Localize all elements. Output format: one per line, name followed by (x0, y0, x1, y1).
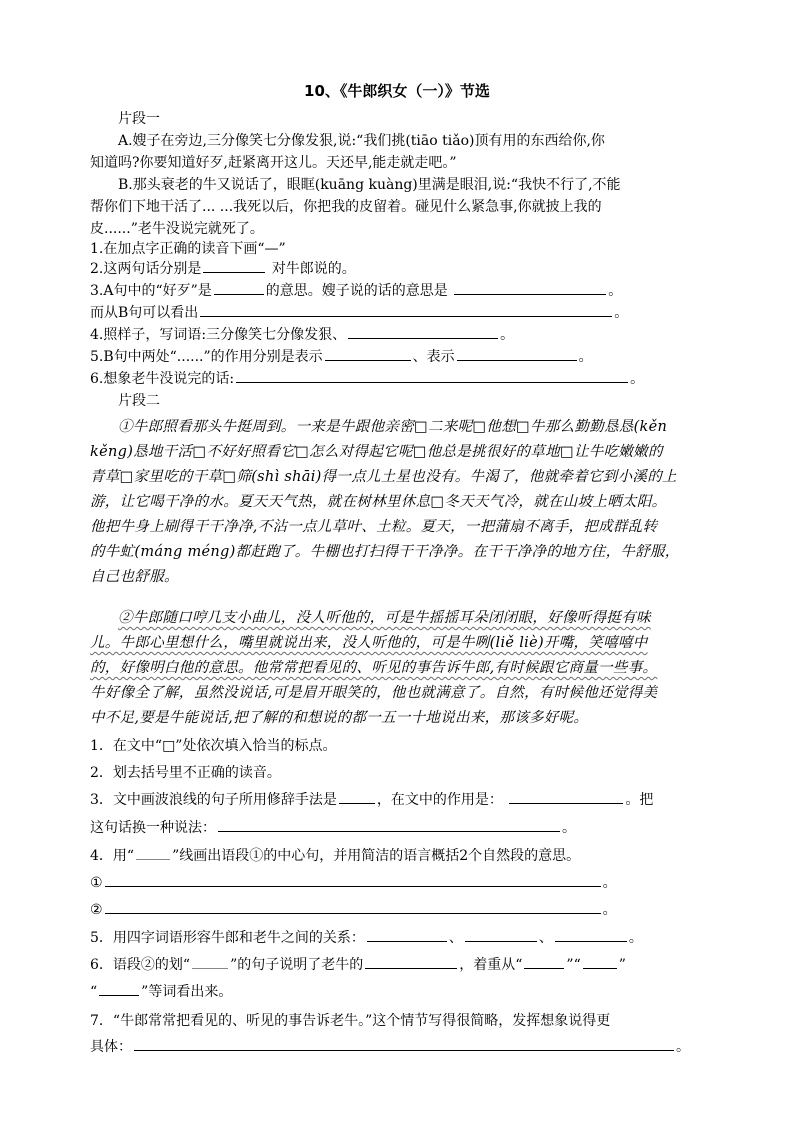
passage-line (90, 657, 657, 679)
answer-blank[interactable] (465, 927, 537, 942)
question-text: 、 (448, 930, 463, 946)
wavy-underlined-text: 的，好像明白他的意思。他常常把看见的、听见的事告诉牛郎,有时候跟它商量一些事。 (90, 660, 658, 676)
answer-blank[interactable] (218, 817, 560, 832)
answer-blank[interactable] (105, 872, 601, 887)
passage-line: kěng)恳地干活□不好好照看它□怎么对得起它呢□他总是挑很好的草地□让牛吃嫩嫩的 (90, 444, 663, 460)
answer-blank[interactable] (509, 789, 623, 804)
question-text: 5.B句中两处“......”的作用分别是表示 (90, 349, 323, 365)
answer-blank[interactable] (105, 899, 601, 914)
passage-line: 游，让它喝干净的水。夏天天气热，就在树林里休息□冬天天气冷，就在山坡上晒太阳。 (90, 494, 667, 510)
question-text: 3.A句中的“好歹”是 (90, 283, 212, 299)
question-1: 1.在加点字正确的读音下画“—” (90, 241, 286, 257)
question-text: 5．用四字词语形容牛郎和老牛之间的关系： (90, 930, 365, 946)
question-text: 具体： (90, 1039, 132, 1055)
question-text: 6．语段②的划“ (90, 957, 191, 973)
answer-blank[interactable] (134, 1036, 674, 1051)
question-text: 3．文中画波浪线的句子所用修辞手法是 (90, 792, 337, 808)
question-text: 。 (614, 305, 629, 321)
page-title: 10、《牛郎织女（一）》节选 (304, 82, 490, 100)
passage-line: 帮你们下地干活了... ...我死以后，你把我的皮留着。碰见什么紧急事,你就披上我的 (90, 199, 602, 215)
question-text: ，在文中的作用是： (376, 792, 503, 808)
passage-line: 皮......”老牛没说完就死了。 (90, 221, 264, 237)
answer-blank[interactable] (200, 302, 612, 317)
question-4 (90, 845, 580, 867)
question-text: 对牛郎说的。 (271, 261, 356, 277)
question-text: 。 (602, 875, 617, 891)
question-3-cont (90, 302, 628, 324)
question-text: 。 (630, 371, 645, 387)
question-3 (90, 280, 622, 302)
section1-heading: 片段一 (118, 111, 160, 127)
question-text: 而从B句可以看出 (90, 305, 199, 321)
question-3 (90, 789, 653, 811)
question-text: 2.这两句话分别是 (90, 261, 202, 277)
question-text: 。把 (625, 792, 654, 808)
answer-blank[interactable] (348, 324, 498, 339)
answer-blank[interactable] (365, 954, 457, 969)
question-4-answer-1 (90, 872, 617, 894)
question-text: ”的句子说明了老牛的 (230, 957, 364, 973)
question-text: ，着重从“ (459, 957, 523, 973)
passage-line: 他把牛身上刷得干干净净,不沾一点儿草叶、土粒。夏天，一把蒲扇不离手，把成群乱转 (90, 519, 658, 535)
wavy-underlined-text: ②牛郎随口哼几支小曲儿，没人听他的，可是牛摇摇耳朵闭闭眼，好像听得挺有味 (118, 610, 651, 626)
passage-line: 知道吗?你要知道好歹,赶紧离开这儿。天还早,能走就走吧。” (90, 155, 457, 171)
question-text: ”等词看出来。 (141, 984, 233, 1000)
question-text: ”线画出语段①的中心句，并用简洁的语言概括2个自然段的意思。 (172, 848, 581, 864)
question-6 (90, 368, 644, 390)
question-text: 。 (500, 327, 515, 343)
answer-blank[interactable] (524, 954, 564, 969)
question-text: “ (90, 984, 98, 1000)
wavy-underlined-text: 儿。牛郎心里想什么，嘴里就说出来，没人听他的，可是牛咧(liě liè)开嘴，笑嘻嘻中 (90, 635, 648, 651)
answer-blank[interactable] (339, 789, 375, 804)
question-text: 的意思。嫂子说的话的意思是 (265, 283, 448, 299)
question-text: ”“ (566, 957, 581, 973)
question-text: 。 (578, 349, 593, 365)
question-text: 。 (628, 930, 643, 946)
answer-blank[interactable] (99, 981, 139, 996)
question-2 (90, 258, 356, 280)
question-6-cont (90, 981, 232, 1003)
question-text: 。 (602, 902, 617, 918)
passage-line: B.那头衰老的牛又说话了，眼眶(kuāng kuàng)里满是眼泪,说:“我快不行了,不能 (118, 177, 621, 193)
question-2: 2．划去括号里不正确的读音。 (90, 765, 281, 781)
answer-blank[interactable] (555, 927, 627, 942)
answer-blank[interactable] (214, 280, 264, 295)
answer-blank[interactable] (236, 368, 628, 383)
question-text: 。 (608, 283, 623, 299)
passage-line: 中不足,要是牛能说话,把了解的和想说的都一五一十地说出来，那该多好呢。 (90, 710, 589, 726)
question-4-answer-2 (90, 899, 617, 921)
answer-blank[interactable] (454, 280, 606, 295)
question-4 (90, 324, 514, 346)
answer-blank[interactable] (457, 346, 577, 361)
question-7-cont (90, 1036, 690, 1058)
question-text: 。 (676, 1039, 690, 1055)
question-text: 4.照样子，写词语:三分像笑七分像发狠、 (90, 327, 347, 343)
question-1: 1．在文中“□”处依次填入恰当的标点。 (90, 738, 337, 754)
question-3-cont (90, 817, 576, 839)
question-5 (90, 346, 593, 368)
question-text: ” (618, 957, 626, 973)
question-text: 这句话换一种说法： (90, 820, 216, 836)
question-5 (90, 927, 643, 949)
question-text: 6.想象老牛没说完的话: (90, 371, 235, 387)
passage-line: A.嫂子在旁边,三分像笑七分像发狠,说:“我们挑(tiāo tiǎo)顶有用的东西给你,你 (118, 133, 605, 149)
question-7: 7．“牛郎常常把看见的、听见的事告诉老牛。”这个情节写得很简略，发挥想象说得更 (90, 1013, 611, 1029)
question-text: 。 (562, 820, 576, 836)
answer-blank[interactable] (136, 845, 170, 860)
question-text: 、表示 (412, 349, 455, 365)
passage-line: 牛好像全了解，虽然没说话,可是眉开眼笑的，他也就满意了。自然，有时候他还觉得美 (90, 685, 658, 701)
question-6 (90, 954, 626, 976)
question-text: 4．用“ (90, 848, 135, 864)
passage-line: 的牛虻(máng méng)都赶跑了。牛棚也打扫得干干净净。在干干净净的地方住，牛舒服， (90, 544, 680, 560)
passage-line: 青草□家里吃的干草□筛(shì shāi)得一点儿土星也没有。牛渴了，他就牵着它到小溪的上 (90, 469, 677, 485)
passage-line: ①牛郎照看那头牛挺周到。一来是牛跟他亲密□二来呢□他想□牛那么勤勤恳恳(kěn (118, 419, 668, 435)
answer-blank[interactable] (367, 927, 447, 942)
answer-blank[interactable] (325, 346, 411, 361)
section2-heading: 片段二 (118, 393, 160, 409)
answer-blank[interactable] (203, 258, 265, 273)
passage-line (90, 632, 648, 654)
answer-blank[interactable] (583, 954, 617, 969)
passage-line: 自己也舒服。 (90, 569, 179, 585)
question-text: 、 (538, 930, 553, 946)
question-text: ② (90, 902, 103, 918)
passage-line (118, 607, 651, 629)
question-text: ① (90, 875, 103, 891)
answer-blank[interactable] (192, 954, 228, 969)
